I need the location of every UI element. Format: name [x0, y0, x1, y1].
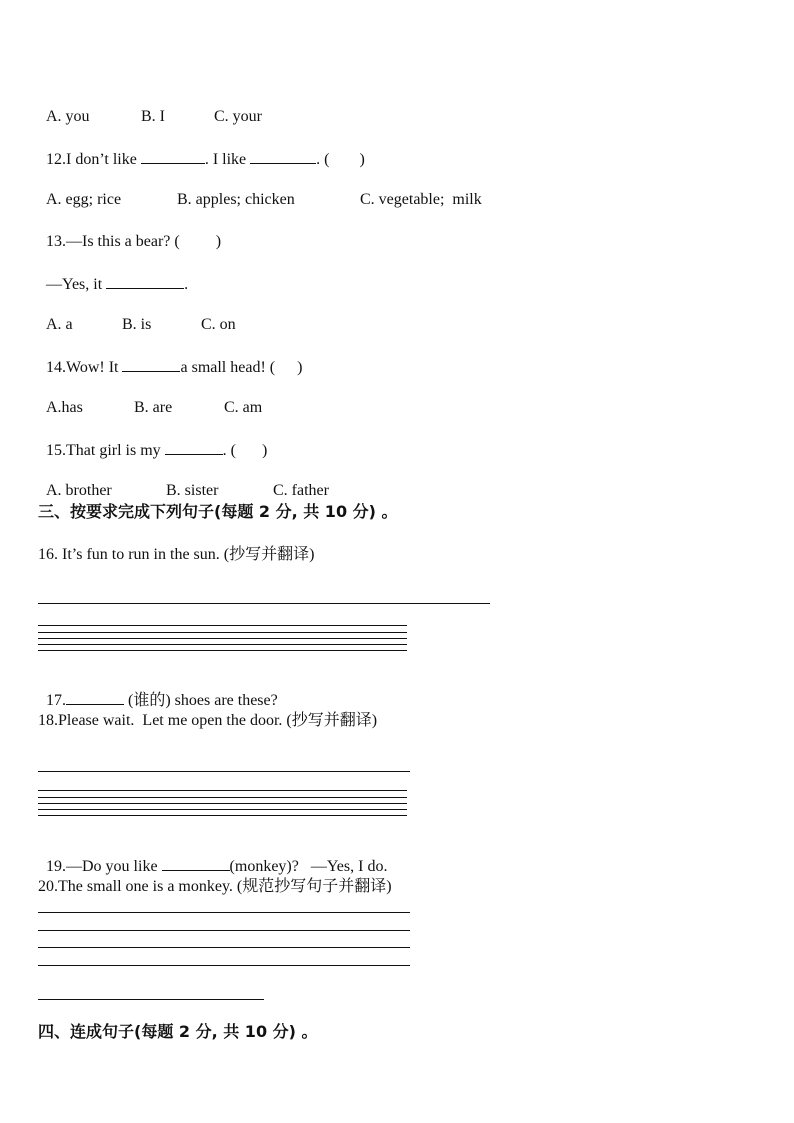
q12-blank-1[interactable] — [141, 149, 205, 164]
section-3-heading: 三、按要求完成下列句子(每题 2 分, 共 10 分) 。 — [38, 502, 398, 521]
q12-stem-part3: . ( — [316, 151, 330, 168]
q13-options — [38, 295, 236, 335]
q12-option-b[interactable]: B. apples; chicken — [177, 191, 295, 208]
q13-answer-prefix: —Yes, it — [46, 276, 107, 293]
q16-writing-line-4[interactable] — [38, 638, 407, 639]
q13-blank[interactable] — [106, 274, 184, 289]
q19-blank[interactable] — [162, 856, 230, 871]
q11-option-b[interactable]: B. I — [141, 108, 165, 125]
q20-writing-line-5[interactable] — [38, 999, 264, 1000]
q17-text: (谁的) shoes are these? — [124, 692, 278, 709]
q13-answer-end: . — [184, 276, 189, 293]
q14-options — [38, 378, 262, 418]
q15-options — [38, 461, 329, 501]
q20-writing-line-2[interactable] — [38, 930, 410, 931]
q16-prompt: 16. It’s fun to run in the sun. (抄写并翻译) — [38, 546, 315, 563]
q14-stem — [38, 337, 302, 378]
q18-writing-line-2[interactable] — [38, 790, 407, 791]
q15-option-c[interactable]: C. father — [273, 482, 329, 499]
q12-stem-part2: . I like — [204, 151, 251, 168]
q13-answer-line — [38, 254, 188, 295]
q17-blank[interactable] — [66, 690, 124, 705]
q13-option-a[interactable]: A. a — [46, 316, 73, 333]
q11-option-c[interactable]: C. your — [214, 108, 262, 125]
q15-option-a[interactable]: A. brother — [46, 482, 112, 499]
q18-writing-line-3[interactable] — [38, 797, 407, 798]
q15-option-b[interactable]: B. sister — [166, 482, 219, 499]
q11-options — [38, 87, 262, 127]
q16-writing-line-5[interactable] — [38, 644, 407, 645]
q18-writing-line-6[interactable] — [38, 815, 407, 816]
q13-stem-text: 13.—Is this a bear? ( — [46, 233, 180, 250]
q15-stem-part3: ) — [261, 442, 268, 459]
q12-stem-part4: ) — [359, 151, 365, 168]
q13-option-b[interactable]: B. is — [122, 316, 152, 333]
q19-stem — [38, 836, 387, 877]
q12-blank-2[interactable] — [250, 149, 316, 164]
q16-writing-line-3[interactable] — [38, 632, 407, 633]
q16-writing-line-1[interactable] — [38, 603, 490, 604]
q12-stem-part1: 12.I don’t like — [46, 151, 141, 168]
q20-writing-line-1[interactable] — [38, 912, 410, 913]
q12-stem — [38, 129, 365, 170]
q13-stem-end: ) — [215, 233, 222, 250]
q20-prompt: 20.The small one is a monkey. (规范抄写句子并翻译) — [38, 878, 392, 895]
q18-prompt: 18.Please wait. Let me open the door. (抄写并翻译) — [38, 712, 378, 729]
q16-writing-line-6[interactable] — [38, 650, 407, 651]
q14-stem-part3: ) — [297, 359, 303, 376]
q15-blank[interactable] — [165, 440, 223, 455]
q14-stem-part2: a small head! ( — [180, 359, 276, 376]
q12-options — [38, 170, 482, 210]
q17-stem — [38, 670, 278, 711]
section-4-heading: 四、连成句子(每题 2 分, 共 10 分) 。 — [38, 1022, 318, 1041]
q18-writing-line-4[interactable] — [38, 803, 407, 804]
q19-stem-part1: 19.—Do you like — [46, 858, 162, 875]
q13-option-c[interactable]: C. on — [201, 316, 236, 333]
q17-number: 17. — [46, 692, 66, 709]
q15-stem-part2: . ( — [222, 442, 236, 459]
q18-writing-line-1[interactable] — [38, 771, 410, 772]
q15-stem-part1: 15.That girl is my — [46, 442, 165, 459]
q12-option-c[interactable]: C. vegetable; milk — [360, 191, 482, 208]
q11-option-a[interactable]: A. you — [46, 108, 90, 125]
q20-writing-line-4[interactable] — [38, 965, 410, 966]
q12-option-a[interactable]: A. egg; rice — [46, 191, 122, 208]
q14-option-c[interactable]: C. am — [224, 399, 263, 416]
q14-stem-part1: 14.Wow! It — [46, 359, 123, 376]
q16-writing-line-2[interactable] — [38, 625, 407, 626]
q14-blank[interactable] — [122, 357, 180, 372]
q19-stem-part2: (monkey)? —Yes, I do. — [229, 858, 388, 875]
q14-option-a[interactable]: A.has — [46, 399, 83, 416]
q18-writing-line-5[interactable] — [38, 809, 407, 810]
q15-stem — [38, 420, 267, 461]
q20-writing-line-3[interactable] — [38, 947, 410, 948]
q14-option-b[interactable]: B. are — [134, 399, 173, 416]
q13-stem — [38, 212, 221, 252]
